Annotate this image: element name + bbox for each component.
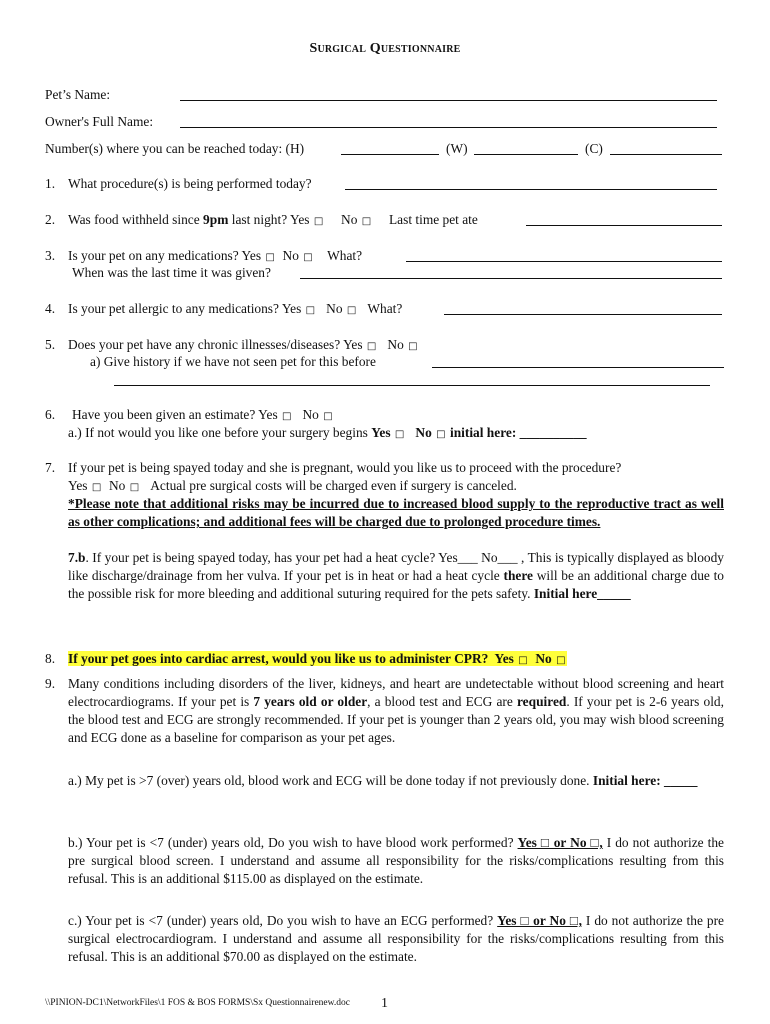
q6-estimate-request: a.) If not would you like one before your surgery begins Yes □ No □ initial here: __________ xyxy=(68,424,587,444)
q7b-initial-field[interactable]: Initial here_____ xyxy=(533,586,631,601)
checkbox-icon[interactable]: □ xyxy=(361,216,372,227)
q7-options: Yes □ No □ Actual pre surgical costs will be charged even if surgery is canceled. xyxy=(68,477,517,497)
q6-text: Have you been given an estimate? Yes □ No □ xyxy=(72,406,334,426)
q3-what-field[interactable] xyxy=(406,261,722,262)
checkbox-icon[interactable]: □ xyxy=(91,482,102,493)
checkbox-icon[interactable]: □ xyxy=(394,429,405,440)
owner-name-field[interactable] xyxy=(180,127,717,128)
q5-history-field[interactable] xyxy=(432,367,724,368)
phone-home-label: Number(s) where you can be reached today: (H) xyxy=(45,141,305,156)
checkbox-icon[interactable]: □ xyxy=(346,305,357,316)
page-title: Surgical Questionnaire xyxy=(309,41,461,56)
q4-no-option[interactable]: No □ xyxy=(326,301,357,316)
phone-cell-label: (C) xyxy=(585,141,603,156)
q1-number: 1. xyxy=(45,176,56,191)
checkbox-icon[interactable]: □ xyxy=(366,341,377,352)
q9c-yes-no-options[interactable]: Yes □ or No □, xyxy=(497,913,582,928)
q4-yes-option[interactable]: Yes □ xyxy=(282,301,316,316)
pet-name-field[interactable] xyxy=(180,100,717,101)
q8-highlight: If your pet goes into cardiac arrest, would you like us to administer CPR? Yes □ No □ xyxy=(68,651,567,666)
q6-number: 6. xyxy=(45,407,56,422)
q7-yes-option[interactable]: Yes □ xyxy=(68,478,102,493)
q9c-ecg: c.) Your pet is <7 (under) years old, Do you wish to have an ECG performed? Yes □ or No □, I do not authorize the pre surgical electrocardiogram. I understand and assume all responsibility for the risks/complications resulting from this refusal. This is an additional $70.00 as displayed on the estimate. xyxy=(68,913,724,964)
q7-question: If your pet is being spayed today and she is pregnant, would you like us to proceed with the procedure? xyxy=(68,460,622,475)
checkbox-icon[interactable]: □ xyxy=(305,305,316,316)
q2-last-ate-field[interactable] xyxy=(526,225,722,226)
q3-last-given-field[interactable] xyxy=(300,278,722,279)
q2-no-option[interactable]: No □ xyxy=(341,212,372,227)
pet-name-label: Pet’s Name: xyxy=(45,87,111,102)
checkbox-icon[interactable]: □ xyxy=(408,341,418,352)
q3-last-given-label: When was the last time it was given? xyxy=(72,265,271,280)
checkbox-icon[interactable]: □ xyxy=(436,429,446,440)
phone-work-field[interactable] xyxy=(474,154,578,155)
checkbox-icon[interactable]: □ xyxy=(129,482,140,493)
q3-number: 3. xyxy=(45,248,56,263)
q9b-blood-work: b.) Your pet is <7 (under) years old, Do you wish to have blood work performed? Yes □ or No □, I do not authorize the pre surgical blood screen. I understand and assume all responsibility for the risks/complications resulting from this refusal. This is an additional $115.00 as displayed on the estimate. xyxy=(68,835,724,886)
q4-what-field[interactable] xyxy=(444,314,722,315)
q7-number: 7. xyxy=(45,460,56,475)
q6-yes-option[interactable]: Yes □ xyxy=(258,407,292,422)
phone-work-label: (W) xyxy=(446,141,468,156)
q9b-yes-no-options[interactable]: Yes □ or No □, xyxy=(517,835,603,850)
q9a-over-seven: a.) My pet is >7 (over) years old, blood work and ECG will be done today if not previously done. Initial here: _____ xyxy=(68,773,698,788)
q1-answer-field[interactable] xyxy=(345,189,717,190)
q8-cpr-question xyxy=(68,650,567,670)
q3-yes-option[interactable]: Yes □ xyxy=(242,248,276,263)
q6a-yes-option[interactable]: Yes □ xyxy=(371,425,405,440)
checkbox-icon[interactable]: □ xyxy=(323,411,333,422)
q7-no-option[interactable]: No □ xyxy=(109,478,140,493)
q9a-initial-field[interactable]: Initial here: _____ xyxy=(592,773,698,788)
q7b-heat-cycle: 7.b. If your pet is being spayed today, has your pet had a heat cycle? Yes___ No___ , This is typically displayed as bloody like discharge/drainage from her vulva. If your pet is in heat or had a heat cycle there will be an additional charge due to the possible risk for more bleeding and additional suturing required for the pets safety. Initial here_____ xyxy=(68,550,725,601)
q5-history-label: a) Give history if we have not seen pet for this before xyxy=(90,354,376,369)
q3-text: Is your pet on any medications? Yes □ No □ What? xyxy=(68,247,362,267)
q8-yes-option[interactable]: Yes □ xyxy=(495,651,529,666)
q2-text: Was food withheld since 9pm last night? Yes □ No □ Last time pet ate xyxy=(68,211,478,231)
checkbox-icon[interactable]: □ xyxy=(282,411,292,422)
q5-no-option[interactable]: No □ xyxy=(387,337,418,352)
q2-number: 2. xyxy=(45,212,56,227)
q9-paragraph: Many conditions including disorders of the liver, kidneys, and heart are undetectable without blood screening and heart electrocardiograms. If your pet is 7 years old or older, a blood test and ECG are required. If your pet is 2-6 years old, the blood test and ECG are strongly recommended. If your pet is younger than 2 years old, you may wish blood screening and ECG done as a baseline for comparison as your pet ages. xyxy=(68,676,724,745)
q8-number: 8. xyxy=(45,651,56,666)
checkbox-icon[interactable]: □ xyxy=(265,252,275,263)
q4-text: Is your pet allergic to any medications? Yes □ No □ What? xyxy=(68,300,402,320)
checkbox-icon[interactable]: □ xyxy=(313,216,324,227)
q6-initial-field[interactable]: initial here: __________ xyxy=(449,425,587,440)
phone-cell-field[interactable] xyxy=(610,154,722,155)
q5-text: Does your pet have any chronic illnesses/diseases? Yes □ No □ xyxy=(68,336,419,356)
owner-name-label: Owner's Full Name: xyxy=(45,114,154,129)
checkbox-icon[interactable]: □ xyxy=(303,252,313,263)
q6a-no-option[interactable]: No □ xyxy=(415,425,446,440)
q4-number: 4. xyxy=(45,301,56,316)
q5-history-field-line2[interactable] xyxy=(114,385,710,386)
checkbox-icon[interactable]: □ xyxy=(518,655,528,666)
checkbox-icon[interactable]: □ xyxy=(556,655,566,666)
page-number: 1 xyxy=(381,996,388,1011)
footer-file-path: \\PINION-DC1\NetworkFiles\1 FOS & BOS FORMS\Sx Questionnairenew.doc xyxy=(45,998,350,1008)
q2-yes-option[interactable]: Yes □ xyxy=(290,212,324,227)
q6-no-option[interactable]: No □ xyxy=(303,407,334,422)
q7-risk-note: *Please note that additional risks may be incurred due to increased blood supply to the reproductive tract as well as other complications; and additional fees will be charged due to prolonged procedure times. xyxy=(68,496,724,529)
q3-no-option[interactable]: No □ xyxy=(283,248,314,263)
phone-home-field[interactable] xyxy=(341,154,439,155)
q8-no-option[interactable]: No □ xyxy=(535,651,566,666)
q5-number: 5. xyxy=(45,337,56,352)
q5-yes-option[interactable]: Yes □ xyxy=(343,337,377,352)
q1-text: What procedure(s) is being performed today? xyxy=(68,176,312,191)
q9-number: 9. xyxy=(45,676,56,691)
